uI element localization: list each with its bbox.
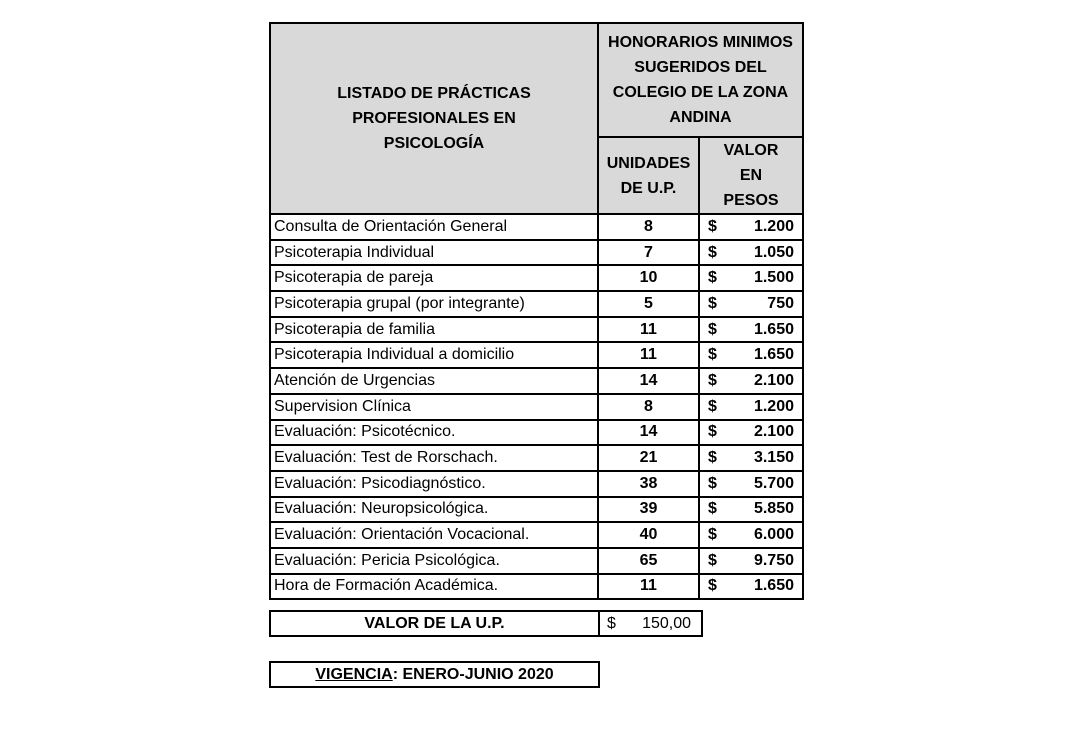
practice-units: 38 <box>598 471 699 497</box>
value-header-text: VALOR EN PESOS <box>723 142 779 209</box>
currency-symbol: $ <box>708 294 717 312</box>
practice-value <box>699 522 803 548</box>
value-amount: 1.200 <box>753 397 794 415</box>
vigencia-label: VIGENCIA <box>315 665 393 683</box>
practice-units: 11 <box>598 342 699 368</box>
practice-value <box>699 394 803 420</box>
currency-symbol: $ <box>708 217 717 235</box>
units-header-text: UNIDADES DE U.P. <box>606 154 691 197</box>
practice-name: Psicoterapia de pareja <box>270 265 598 291</box>
practice-value <box>699 445 803 471</box>
vigencia-box <box>269 661 600 688</box>
table-row <box>270 574 803 600</box>
currency-symbol: $ <box>708 243 717 261</box>
currency-symbol: $ <box>708 577 717 595</box>
practice-name: Psicoterapia grupal (por integrante) <box>270 291 598 317</box>
fees-header-text: HONORARIOS MINIMOS SUGERIDOS DEL COLEGIO DE LA ZONA ANDINA <box>608 34 793 126</box>
practice-value <box>699 214 803 240</box>
currency-symbol: $ <box>708 423 717 441</box>
table-row <box>270 420 803 446</box>
currency-symbol: $ <box>708 551 717 569</box>
table-row <box>270 548 803 574</box>
value-amount: 9.750 <box>753 551 794 569</box>
practice-name: Evaluación: Orientación Vocacional. <box>270 522 598 548</box>
table-row <box>270 471 803 497</box>
practice-units: 5 <box>598 291 699 317</box>
practice-name: Supervision Clínica <box>270 394 598 420</box>
practice-units: 11 <box>598 317 699 343</box>
table-row <box>270 317 803 343</box>
practice-name: Evaluación: Test de Rorschach. <box>270 445 598 471</box>
practice-name: Psicoterapia Individual <box>270 240 598 266</box>
practice-units: 7 <box>598 240 699 266</box>
value-amount: 2.100 <box>753 371 794 389</box>
value-amount: 3.150 <box>753 449 794 467</box>
up-amount: 150,00 <box>642 614 691 632</box>
up-value-label: VALOR DE LA U.P. <box>269 610 600 637</box>
practices-header-text: LISTADO DE PRÁCTICAS PROFESIONALES EN PSICOLOGÍA <box>337 85 531 152</box>
value-amount: 1.650 <box>753 320 794 338</box>
currency-symbol: $ <box>708 269 717 287</box>
fees-header <box>598 23 803 137</box>
table-row <box>270 342 803 368</box>
practice-units: 10 <box>598 265 699 291</box>
practice-name: Psicoterapia de familia <box>270 317 598 343</box>
value-amount: 5.700 <box>753 474 794 492</box>
currency-symbol: $ <box>708 346 717 364</box>
practice-units: 39 <box>598 497 699 523</box>
value-amount: 1.650 <box>753 577 794 595</box>
practice-name: Psicoterapia Individual a domicilio <box>270 342 598 368</box>
practice-value <box>699 548 803 574</box>
practice-name: Evaluación: Psicotécnico. <box>270 420 598 446</box>
value-amount: 750 <box>767 294 794 312</box>
currency-symbol: $ <box>708 371 717 389</box>
currency-symbol: $ <box>708 500 717 518</box>
practice-name: Evaluación: Pericia Psicológica. <box>270 548 598 574</box>
practice-units: 14 <box>598 420 699 446</box>
table-row <box>270 240 803 266</box>
currency-symbol: $ <box>708 526 717 544</box>
practice-units: 65 <box>598 548 699 574</box>
value-amount: 2.100 <box>753 423 794 441</box>
value-amount: 1.200 <box>753 217 794 235</box>
value-amount: 5.850 <box>753 500 794 518</box>
practice-units: 11 <box>598 574 699 600</box>
table-row <box>270 265 803 291</box>
up-currency-symbol: $ <box>607 614 616 632</box>
practice-units: 14 <box>598 368 699 394</box>
practice-value <box>699 497 803 523</box>
table-row <box>270 394 803 420</box>
practice-name: Atención de Urgencias <box>270 368 598 394</box>
practice-name: Evaluación: Psicodiagnóstico. <box>270 471 598 497</box>
practice-units: 8 <box>598 394 699 420</box>
practice-units: 40 <box>598 522 699 548</box>
currency-symbol: $ <box>708 449 717 467</box>
value-amount: 1.050 <box>753 243 794 261</box>
practice-value <box>699 317 803 343</box>
up-value-amount <box>598 610 703 637</box>
practice-value <box>699 574 803 600</box>
currency-symbol: $ <box>708 320 717 338</box>
table-row <box>270 368 803 394</box>
practice-units: 8 <box>598 214 699 240</box>
value-amount: 6.000 <box>753 526 794 544</box>
practices-header <box>270 23 598 214</box>
table-row <box>270 445 803 471</box>
units-header <box>598 137 699 214</box>
practice-name: Hora de Formación Académica. <box>270 574 598 600</box>
practice-units: 21 <box>598 445 699 471</box>
table-row <box>270 291 803 317</box>
practice-value <box>699 240 803 266</box>
practice-value <box>699 265 803 291</box>
practice-value <box>699 342 803 368</box>
practice-name: Evaluación: Neuropsicológica. <box>270 497 598 523</box>
vigencia-value: : ENERO-JUNIO 2020 <box>392 665 554 683</box>
currency-symbol: $ <box>708 474 717 492</box>
currency-symbol: $ <box>708 397 717 415</box>
value-amount: 1.650 <box>753 346 794 364</box>
practice-value <box>699 420 803 446</box>
practice-name: Consulta de Orientación General <box>270 214 598 240</box>
practice-value <box>699 471 803 497</box>
table-row <box>270 214 803 240</box>
table-row <box>270 522 803 548</box>
fees-table <box>269 22 804 600</box>
value-header <box>699 137 803 214</box>
value-amount: 1.500 <box>753 269 794 287</box>
practice-value <box>699 368 803 394</box>
practice-value <box>699 291 803 317</box>
table-row <box>270 497 803 523</box>
